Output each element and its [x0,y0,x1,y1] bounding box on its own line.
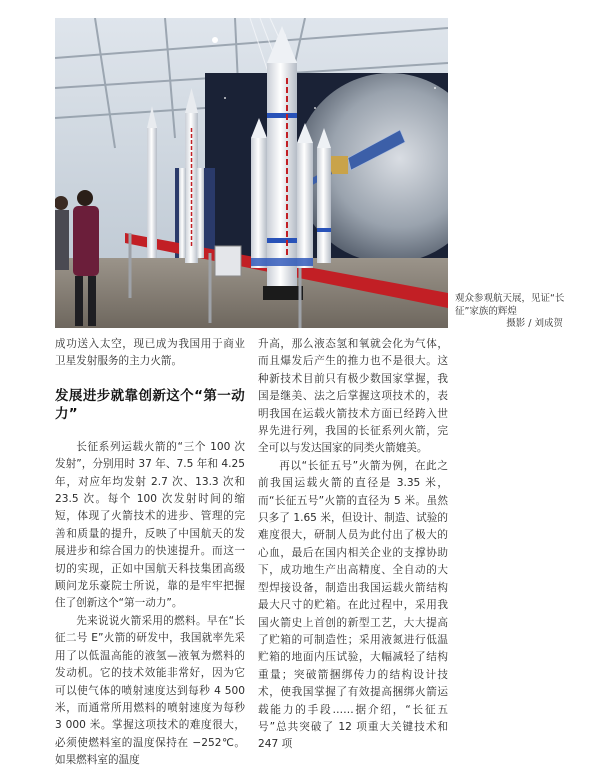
photo-credit: 摄影 / 刘成贺 [506,318,563,329]
body-paragraph-3: 升高，那么液态氢和氧就会化为气体，而且爆发后产生的推力也不是很大。这种新技术目前只有极少数国家掌握，我国是继美、法之后掌握这项技术的，表明我国在运载火箭技术方面已经跨入世界先进行列，我国的长征系列火箭，完全可以与发达国家的同类火箭媲美。 [258,338,448,455]
article-left-column [55,336,245,770]
body-paragraph-2: 先来说说火箭采用的燃料。早在“长征二号 E”火箭的研发中，我国就率先采用了以低温高能的液氢—液氧为燃料的发动机。它的技术效能非常好，因为它可以使气体的喷射速度达到每秒 4 500 米，而通常所用燃料的喷射速度为每秒 3 000 米。掌握这项技术的难度很大，必须使燃料室的温度保持在 −252℃。如果燃料室的温度 [55,614,245,767]
body-paragraph-4: 再以“长征五号”火箭为例，在此之前我国运载火箭的直径是 3.35 米，而“长征五号”火箭的直径为 5 米。虽然只多了 1.65 米，但设计、制造、试验的难度很大，研制人员为此付出了极大的心血，最后在国内相关企业的支撑协助下，成功地生产出高精度、全自动的大型焊接设备，制造出我国运载火箭结构最大尺寸的贮箱。在此过程中，采用我国火箭史上首创的新型工艺，大大提高了贮箱的可制造性；采用液氮进行低温贮箱的地面内压试验，大幅减轻了结构重量；突破箭捆绑传力的结构设计技术，使我国掌握了有效提高捆绑火箭运载能力的手段……据介绍，“长征五号”总共突破了 12 项重大关键技术和 247 项 [258,459,448,751]
photo-caption: 观众参观航天展，见证“长征”家族的辉煌 [455,293,565,317]
intro-paragraph: 成功送入太空，现已成为我国用于商业卫星发射服务的主力火箭。 [55,338,245,368]
rocket-exhibition-illustration [55,18,448,328]
body-paragraph-1: 长征系列运载火箭的“三个 100 次发射”，分别用时 37 年、7.5 年和 4.25 年，对应年均发射 2.7 次、13.3 次和 23.5 次。每个 100 次发射时间的缩短，体现了火箭技术的进步、管理的完善和质量的提升，反映了中国航天的发展进步和综合国力的快速提升。而这一切的实现，正如中国航天科技集团高级顾问龙乐豪院士所说，靠的是牢牢把握住了创新这个“第一动力”。 [55,440,245,610]
exhibition-photo [55,18,448,328]
article-right-column [258,336,448,754]
section-heading: 发展进步就靠创新这个“第一动力” [55,387,245,422]
